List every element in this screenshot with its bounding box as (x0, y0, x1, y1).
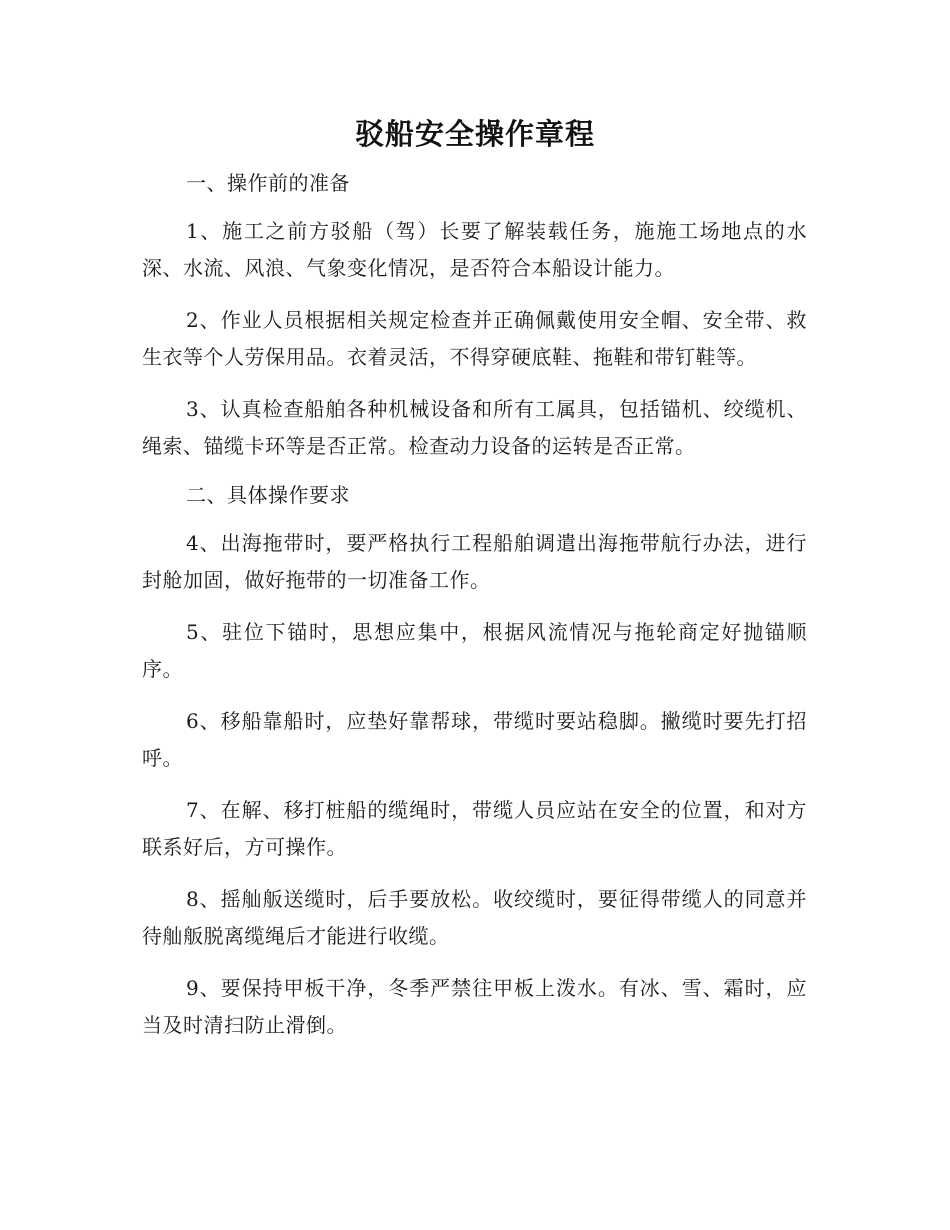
document-body (142, 168, 807, 1059)
paragraph-9: 9、要保持甲板干净，冬季严禁往甲板上泼水。有冰、雪、霜时，应当及时清扫防止滑倒。 (142, 976, 807, 1037)
section-heading-preparation: 一、操作前的准备 (186, 171, 350, 195)
document-title: 驳船安全操作章程 (354, 117, 595, 151)
paragraph-5: 5、驻位下锚时，思想应集中，根据风流情况与拖轮商定好抛锚顺序。 (142, 620, 807, 681)
paragraph-7: 7、在解、移打桩船的缆绳时，带缆人员应站在安全的位置，和对方联系好后，方可操作。 (142, 798, 807, 859)
paragraph-2: 2、作业人员根据相关规定检查并正确佩戴使用安全帽、安全带、救生衣等个人劳保用品。衣着灵活，不得穿硬底鞋、拖鞋和带钉鞋等。 (142, 308, 807, 369)
paragraph-8: 8、摇舢舨送缆时，后手要放松。收绞缆时，要征得带缆人的同意并待舢舨脱离缆绳后才能进行收缆。 (142, 887, 807, 948)
paragraph-3: 3、认真检查船舶各种机械设备和所有工属具，包括锚机、绞缆机、绳索、锚缆卡环等是否正常。检查动力设备的运转是否正常。 (142, 397, 807, 458)
paragraph-6: 6、移船靠船时，应垫好靠帮球，带缆时要站稳脚。撇缆时要先打招呼。 (142, 709, 807, 770)
paragraph-4: 4、出海拖带时，要严格执行工程船舶调遣出海拖带航行办法，进行封舱加固，做好拖带的一切准备工作。 (142, 531, 807, 592)
paragraph-1: 1、施工之前方驳船（驾）长要了解装载任务，施施工场地点的水深、水流、风浪、气象变化情况，是否符合本船设计能力。 (142, 219, 807, 280)
section-heading-requirements: 二、具体操作要求 (186, 483, 350, 507)
